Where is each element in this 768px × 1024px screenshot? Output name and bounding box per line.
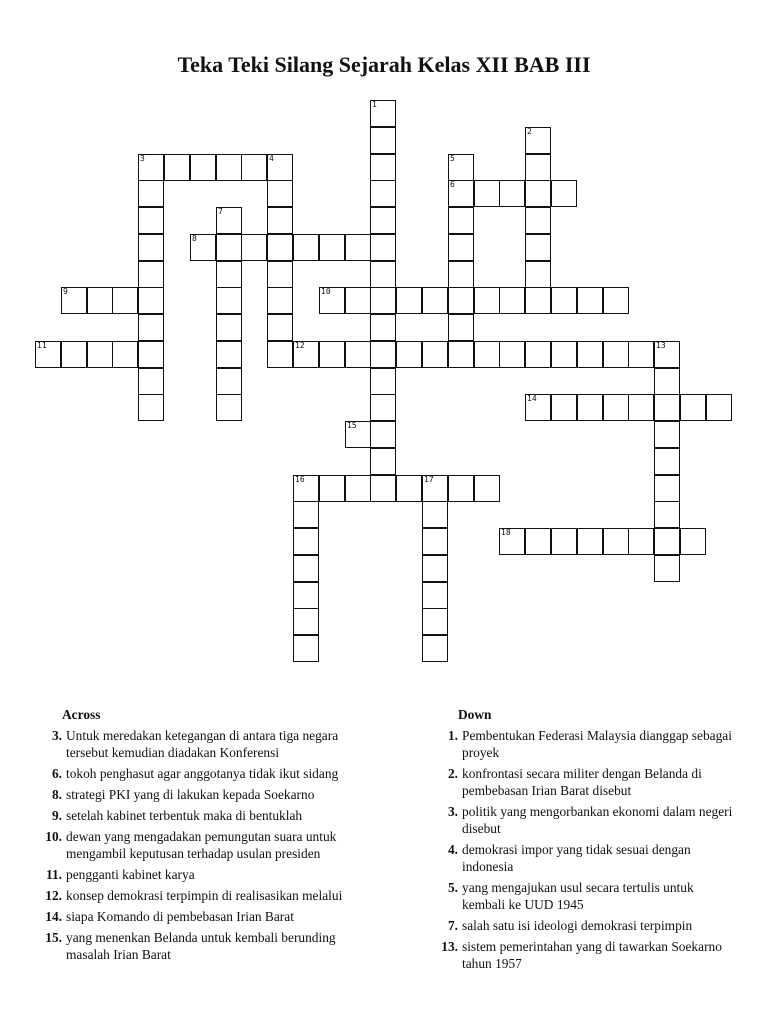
grid-cell[interactable] bbox=[654, 421, 680, 448]
grid-cell[interactable] bbox=[525, 261, 551, 288]
down-clue bbox=[436, 765, 736, 799]
grid-cell[interactable] bbox=[422, 555, 448, 582]
down-clue-text: konfrontasi secara militer dengan Belanda di pembebasan Irian Barat disebut bbox=[462, 766, 702, 798]
grid-cell[interactable] bbox=[216, 287, 242, 314]
grid-cell[interactable] bbox=[293, 234, 319, 261]
down-heading: Down bbox=[458, 707, 492, 722]
down-clue-text: salah satu isi ideologi demokrasi terpimpin bbox=[462, 918, 693, 933]
grid-cell[interactable] bbox=[370, 341, 396, 368]
grid-cell-number: 14 bbox=[527, 394, 537, 403]
grid-cell[interactable] bbox=[293, 501, 319, 528]
grid-cell[interactable] bbox=[267, 341, 293, 368]
grid-cell[interactable] bbox=[628, 341, 654, 368]
grid-cell[interactable] bbox=[345, 287, 371, 314]
grid-cell[interactable] bbox=[138, 154, 164, 181]
grid-cell[interactable] bbox=[216, 314, 242, 341]
grid-cell[interactable] bbox=[138, 341, 164, 368]
down-clue-number: 4. bbox=[447, 842, 458, 857]
grid-cell[interactable] bbox=[448, 314, 474, 341]
grid-cell[interactable] bbox=[654, 475, 680, 502]
grid-cell[interactable] bbox=[396, 475, 422, 502]
grid-cell[interactable] bbox=[525, 180, 551, 207]
grid-cell[interactable] bbox=[422, 341, 448, 368]
grid-cell[interactable] bbox=[551, 341, 577, 368]
across-clue-number: 11. bbox=[46, 867, 62, 882]
grid-cell[interactable] bbox=[138, 180, 164, 207]
across-heading: Across bbox=[62, 707, 101, 722]
grid-cell[interactable] bbox=[293, 608, 319, 635]
grid-cell-number: 13 bbox=[656, 341, 666, 350]
grid-cell[interactable] bbox=[370, 368, 396, 395]
grid-cell[interactable] bbox=[216, 234, 242, 261]
grid-cell[interactable] bbox=[448, 180, 474, 207]
grid-cell-number: 10 bbox=[321, 287, 331, 296]
grid-cell[interactable] bbox=[370, 180, 396, 207]
down-clue-number: 7. bbox=[447, 918, 458, 933]
grid-cell[interactable] bbox=[448, 207, 474, 234]
grid-cell[interactable] bbox=[216, 341, 242, 368]
down-clue bbox=[436, 727, 736, 761]
grid-cell-number: 5 bbox=[450, 154, 455, 163]
grid-cell[interactable] bbox=[293, 475, 319, 502]
across-clue-number: 8. bbox=[51, 787, 62, 802]
grid-cell[interactable] bbox=[241, 234, 267, 261]
grid-cell[interactable] bbox=[345, 421, 371, 448]
grid-cell[interactable] bbox=[293, 528, 319, 555]
grid-cell[interactable] bbox=[138, 287, 164, 314]
down-clue-number: 5. bbox=[447, 880, 458, 895]
grid-cell-number: 9 bbox=[63, 287, 68, 296]
grid-cell[interactable] bbox=[267, 234, 293, 261]
grid-cell[interactable] bbox=[164, 154, 190, 181]
grid-cell[interactable] bbox=[370, 261, 396, 288]
grid-cell[interactable] bbox=[525, 154, 551, 181]
grid-cell[interactable] bbox=[422, 528, 448, 555]
grid-cell[interactable] bbox=[293, 555, 319, 582]
grid-cell[interactable] bbox=[603, 528, 629, 555]
grid-cell[interactable] bbox=[422, 287, 448, 314]
grid-cell[interactable] bbox=[603, 394, 629, 421]
across-clue-number: 9. bbox=[51, 808, 62, 823]
across-clue-text: pengganti kabinet karya bbox=[66, 867, 195, 882]
grid-cell[interactable] bbox=[267, 180, 293, 207]
across-clue-text: Untuk meredakan ketegangan di antara tiga negara tersebut kemudian diadakan Konferensi bbox=[66, 728, 339, 760]
grid-cell[interactable] bbox=[474, 180, 500, 207]
grid-cell[interactable] bbox=[525, 127, 551, 154]
down-clue bbox=[436, 917, 736, 934]
across-clue-text: siapa Komando di pembebasan Irian Barat bbox=[66, 909, 294, 924]
grid-cell[interactable] bbox=[190, 234, 216, 261]
grid-cell[interactable] bbox=[319, 341, 345, 368]
grid-cell[interactable] bbox=[267, 314, 293, 341]
grid-cell[interactable] bbox=[138, 314, 164, 341]
across-clue-number: 6. bbox=[51, 766, 62, 781]
grid-cell[interactable] bbox=[138, 207, 164, 234]
grid-cell[interactable] bbox=[525, 234, 551, 261]
grid-cell[interactable] bbox=[87, 287, 113, 314]
grid-cell[interactable] bbox=[448, 234, 474, 261]
down-clue-number: 2. bbox=[447, 766, 458, 781]
grid-cell-number: 8 bbox=[192, 234, 197, 243]
across-clue-number: 3. bbox=[51, 728, 62, 743]
across-clue bbox=[40, 828, 380, 862]
down-clue bbox=[436, 803, 736, 837]
grid-cell[interactable] bbox=[654, 394, 680, 421]
grid-cell[interactable] bbox=[216, 207, 242, 234]
grid-cell-number: 6 bbox=[450, 180, 455, 189]
grid-cell[interactable] bbox=[345, 475, 371, 502]
across-clue bbox=[40, 866, 380, 883]
grid-cell[interactable] bbox=[370, 127, 396, 154]
across-clue-text: konsep demokrasi terpimpin di realisasikan melalui bbox=[66, 888, 343, 903]
grid-cell[interactable] bbox=[499, 528, 525, 555]
across-clue-text: setelah kabinet terbentuk maka di bentuklah bbox=[66, 808, 303, 823]
across-clue-text: yang menenkan Belanda untuk kembali berunding masalah Irian Barat bbox=[66, 930, 336, 962]
grid-cell[interactable] bbox=[267, 154, 293, 181]
grid-cell[interactable] bbox=[680, 394, 706, 421]
grid-cell[interactable] bbox=[216, 154, 242, 181]
grid-cell[interactable] bbox=[112, 341, 138, 368]
grid-cell-number: 4 bbox=[269, 154, 274, 163]
across-clues bbox=[40, 706, 380, 967]
across-clue bbox=[40, 908, 380, 925]
grid-cell[interactable] bbox=[370, 100, 396, 127]
grid-cell[interactable] bbox=[190, 154, 216, 181]
across-clue-text: dewan yang mengadakan pemungutan suara untuk mengambil keputusan terhadap usulan presiden bbox=[66, 829, 337, 861]
grid-cell[interactable] bbox=[267, 207, 293, 234]
grid-cell[interactable] bbox=[525, 341, 551, 368]
grid-cell[interactable] bbox=[293, 582, 319, 609]
grid-cell[interactable] bbox=[61, 341, 87, 368]
grid-cell-number: 1 bbox=[372, 100, 377, 109]
grid-cell[interactable] bbox=[319, 234, 345, 261]
down-clue-number: 1. bbox=[447, 728, 458, 743]
down-clue-text: sistem pemerintahan yang di tawarkan Soekarno tahun 1957 bbox=[462, 939, 722, 971]
grid-cell[interactable] bbox=[422, 635, 448, 662]
grid-cell[interactable] bbox=[370, 394, 396, 421]
grid-cell[interactable] bbox=[370, 154, 396, 181]
grid-cell[interactable] bbox=[474, 287, 500, 314]
grid-cell-number: 7 bbox=[218, 207, 223, 216]
grid-cell[interactable] bbox=[499, 180, 525, 207]
down-clue-text: demokrasi impor yang tidak sesuai dengan indonesia bbox=[462, 842, 691, 874]
grid-cell[interactable] bbox=[61, 287, 87, 314]
grid-cell[interactable] bbox=[577, 287, 603, 314]
grid-cell[interactable] bbox=[370, 475, 396, 502]
grid-cell[interactable] bbox=[448, 287, 474, 314]
grid-cell[interactable] bbox=[525, 528, 551, 555]
grid-cell[interactable] bbox=[474, 475, 500, 502]
grid-cell[interactable] bbox=[138, 261, 164, 288]
grid-cell[interactable] bbox=[216, 368, 242, 395]
grid-cell[interactable] bbox=[551, 528, 577, 555]
grid-cell[interactable] bbox=[603, 287, 629, 314]
grid-cell[interactable] bbox=[396, 287, 422, 314]
down-clue-number: 13. bbox=[441, 939, 458, 954]
grid-cell-number: 2 bbox=[527, 127, 532, 136]
grid-cell-number: 3 bbox=[140, 154, 145, 163]
grid-cell[interactable] bbox=[654, 501, 680, 528]
grid-cell[interactable] bbox=[551, 180, 577, 207]
grid-cell-number: 18 bbox=[501, 528, 511, 537]
down-clue bbox=[436, 841, 736, 875]
grid-cell[interactable] bbox=[138, 394, 164, 421]
grid-cell[interactable] bbox=[654, 555, 680, 582]
grid-cell[interactable] bbox=[448, 154, 474, 181]
grid-cell[interactable] bbox=[267, 261, 293, 288]
grid-cell[interactable] bbox=[551, 394, 577, 421]
grid-cell[interactable] bbox=[448, 261, 474, 288]
grid-cell-number: 12 bbox=[295, 341, 305, 350]
grid-cell[interactable] bbox=[345, 234, 371, 261]
grid-cell[interactable] bbox=[267, 287, 293, 314]
grid-cell[interactable] bbox=[628, 394, 654, 421]
grid-cell[interactable] bbox=[87, 341, 113, 368]
grid-cell[interactable] bbox=[448, 341, 474, 368]
grid-cell[interactable] bbox=[577, 341, 603, 368]
grid-cell[interactable] bbox=[370, 421, 396, 448]
grid-cell[interactable] bbox=[525, 207, 551, 234]
grid-cell-number: 11 bbox=[37, 341, 47, 350]
down-clue-text: Pembentukan Federasi Malaysia dianggap sebagai proyek bbox=[462, 728, 732, 760]
across-clue-text: tokoh penghasut agar anggotanya tidak ikut sidang bbox=[66, 766, 339, 781]
across-clue-number: 12. bbox=[45, 888, 62, 903]
grid-cell[interactable] bbox=[551, 287, 577, 314]
grid-cell[interactable] bbox=[422, 608, 448, 635]
grid-cell[interactable] bbox=[35, 341, 61, 368]
grid-cell[interactable] bbox=[603, 341, 629, 368]
grid-cell[interactable] bbox=[654, 341, 680, 368]
across-clue-number: 15. bbox=[45, 930, 62, 945]
grid-cell[interactable] bbox=[577, 394, 603, 421]
grid-cell[interactable] bbox=[654, 368, 680, 395]
grid-cell[interactable] bbox=[654, 448, 680, 475]
grid-cell[interactable] bbox=[216, 261, 242, 288]
grid-cell[interactable] bbox=[525, 287, 551, 314]
grid-cell[interactable] bbox=[422, 475, 448, 502]
across-clue bbox=[40, 887, 380, 904]
grid-cell[interactable] bbox=[370, 287, 396, 314]
grid-cell[interactable] bbox=[293, 341, 319, 368]
grid-cell[interactable] bbox=[448, 475, 474, 502]
grid-cell[interactable] bbox=[319, 475, 345, 502]
grid-cell-number: 17 bbox=[424, 475, 434, 484]
down-clues bbox=[436, 706, 736, 976]
grid-cell[interactable] bbox=[499, 341, 525, 368]
grid-cell[interactable] bbox=[422, 501, 448, 528]
across-clue-text: strategi PKI yang di lakukan kepada Soekarno bbox=[66, 787, 315, 802]
grid-cell[interactable] bbox=[345, 341, 371, 368]
across-clue bbox=[40, 929, 380, 963]
across-clue-number: 10. bbox=[45, 829, 62, 844]
grid-cell[interactable] bbox=[370, 448, 396, 475]
across-clue-number: 14. bbox=[45, 909, 62, 924]
grid-cell[interactable] bbox=[241, 154, 267, 181]
page-title: Teka Teki Silang Sejarah Kelas XII BAB III bbox=[177, 52, 591, 77]
down-clue-text: yang mengajukan usul secara tertulis untuk kembali ke UUD 1945 bbox=[462, 880, 694, 912]
across-clue bbox=[40, 807, 380, 824]
grid-cell[interactable] bbox=[654, 528, 680, 555]
down-clue-text: politik yang mengorbankan ekonomi dalam negeri disebut bbox=[462, 804, 733, 836]
down-clue bbox=[436, 879, 736, 913]
grid-cell[interactable] bbox=[499, 287, 525, 314]
grid-cell[interactable] bbox=[396, 341, 422, 368]
down-clue bbox=[436, 938, 736, 972]
across-clue bbox=[40, 786, 380, 803]
grid-cell[interactable] bbox=[138, 368, 164, 395]
across-clue bbox=[40, 765, 380, 782]
grid-cell[interactable] bbox=[319, 287, 345, 314]
grid-cell-number: 16 bbox=[295, 475, 305, 484]
grid-cell[interactable] bbox=[216, 394, 242, 421]
grid-cell[interactable] bbox=[138, 234, 164, 261]
grid-cell[interactable] bbox=[112, 287, 138, 314]
grid-cell[interactable] bbox=[474, 341, 500, 368]
grid-cell[interactable] bbox=[706, 394, 732, 421]
grid-cell[interactable] bbox=[370, 207, 396, 234]
grid-cell[interactable] bbox=[293, 635, 319, 662]
down-clue-number: 3. bbox=[447, 804, 458, 819]
grid-cell[interactable] bbox=[628, 528, 654, 555]
grid-cell[interactable] bbox=[370, 234, 396, 261]
across-clue bbox=[40, 727, 380, 761]
grid-cell[interactable] bbox=[680, 528, 706, 555]
grid-cell[interactable] bbox=[577, 528, 603, 555]
grid-cell[interactable] bbox=[525, 394, 551, 421]
grid-cell[interactable] bbox=[422, 582, 448, 609]
grid-cell-number: 15 bbox=[347, 421, 357, 430]
grid-cell[interactable] bbox=[370, 314, 396, 341]
